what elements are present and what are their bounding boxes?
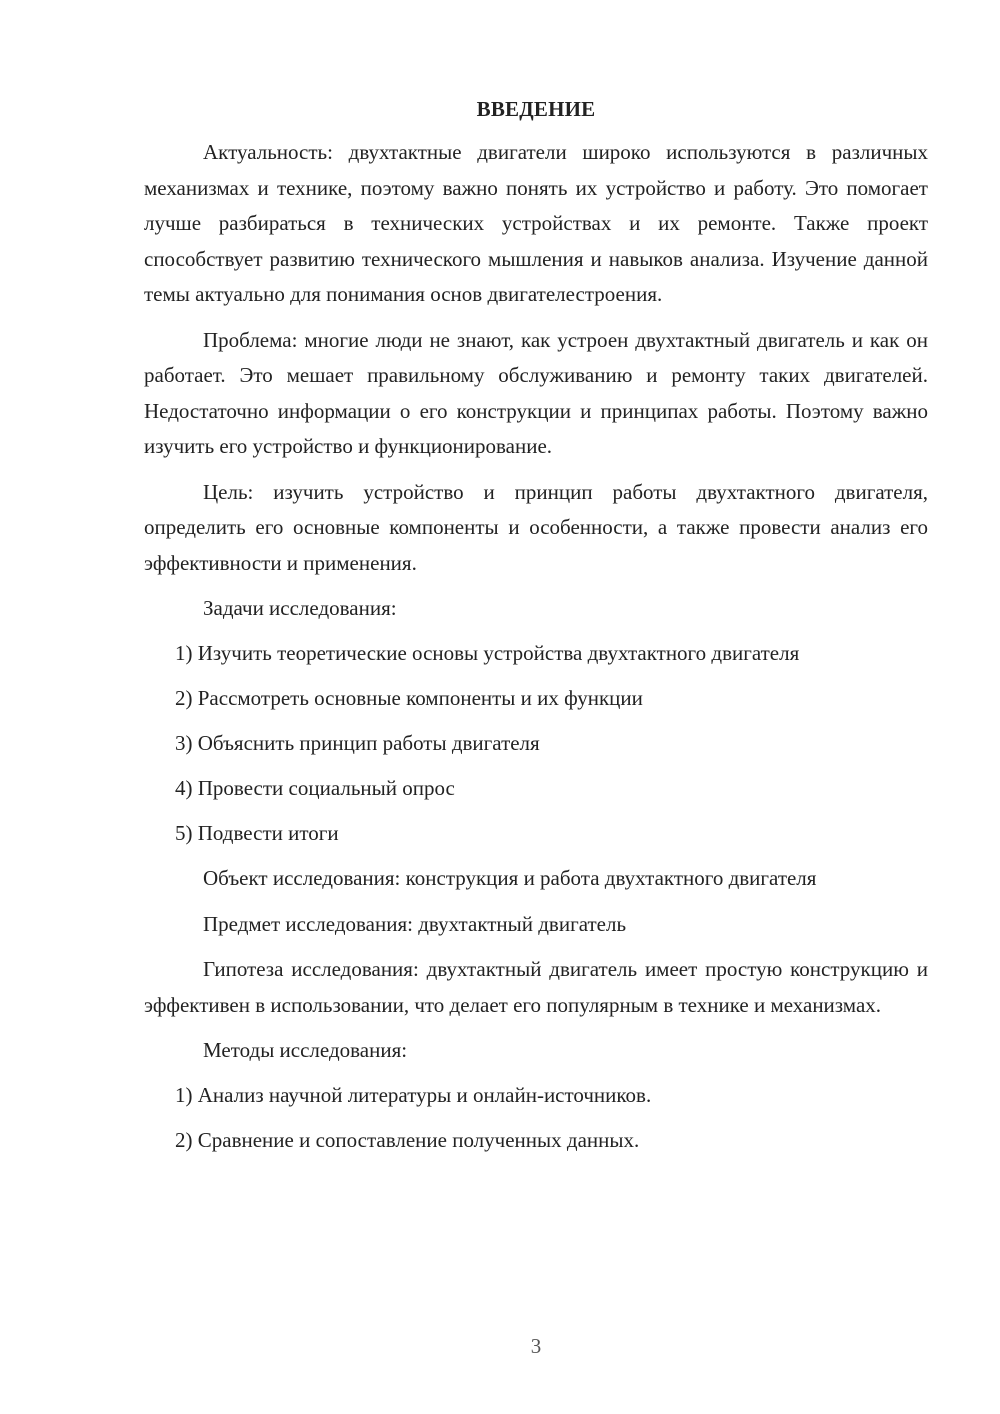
spacer (144, 852, 928, 862)
object-paragraph: Объект исследования: конструкция и работа двухтактного двигателя (203, 866, 817, 890)
document-body (144, 92, 928, 1159)
spacer (144, 313, 928, 323)
spacer (144, 897, 928, 907)
hypothesis-paragraph: Гипотеза исследования: двухтактный двигатель имеет простую конструкцию и эффективен в использовании, что делает его популярным в технике и механизмах. (144, 957, 928, 1017)
spacer (144, 762, 928, 772)
document-title: ВВЕДЕНИЕ (476, 97, 596, 121)
spacer (144, 627, 928, 637)
task-item-1: 1) Изучить теоретические основы устройства двухтактного двигателя (175, 641, 800, 665)
spacer (144, 807, 928, 817)
spacer (144, 717, 928, 727)
spacer (144, 942, 928, 952)
task-item-4: 4) Провести социальный опрос (175, 776, 455, 800)
task-item-5: 5) Подвести итоги (175, 821, 339, 845)
spacer (144, 581, 928, 591)
spacer (144, 1069, 928, 1079)
page-number: 3 (530, 1334, 542, 1358)
tasks-heading: Задачи исследования: (203, 596, 397, 620)
subject-paragraph: Предмет исследования: двухтактный двигатель (203, 911, 627, 936)
method-item-1: 1) Анализ научной литературы и онлайн-источников. (175, 1083, 652, 1107)
methods-heading: Методы исследования: (203, 1038, 408, 1062)
relevance-paragraph: Актуальность: двухтактные двигатели широко используются в различных механизмах и технике, поэтому важно понять их устройство и работу. Это помогает лучше разбираться в технических устройствах и их ремонте. Также проект способствует развитию технического мышления и навыков анализа. Изучение данной темы актуально для понимания основ двигателестроения. (144, 140, 928, 306)
goal-paragraph: Цель: изучить устройство и принцип работы двухтактного двигателя, определить его основные компоненты и особенности, а также провести анализ его эффективности и применения. (144, 479, 928, 575)
spacer (144, 672, 928, 682)
task-item-2: 2) Рассмотреть основные компоненты и их функции (175, 686, 643, 710)
problem-paragraph: Проблема: многие люди не знают, как устроен двухтактный двигатель и как он работает. Это мешает правильному обслуживанию и ремонту таких двигателей. Недостаточно информации о его конструкции и принципах работы. Поэтому важно изучить его устройство и функционирование. (144, 327, 928, 458)
task-item-3: 3) Объяснить принцип работы двигателя (175, 731, 540, 755)
spacer (144, 1114, 928, 1124)
spacer (144, 465, 928, 475)
spacer (144, 127, 928, 135)
method-item-2: 2) Сравнение и сопоставление полученных данных. (175, 1128, 640, 1152)
spacer (144, 1023, 928, 1033)
